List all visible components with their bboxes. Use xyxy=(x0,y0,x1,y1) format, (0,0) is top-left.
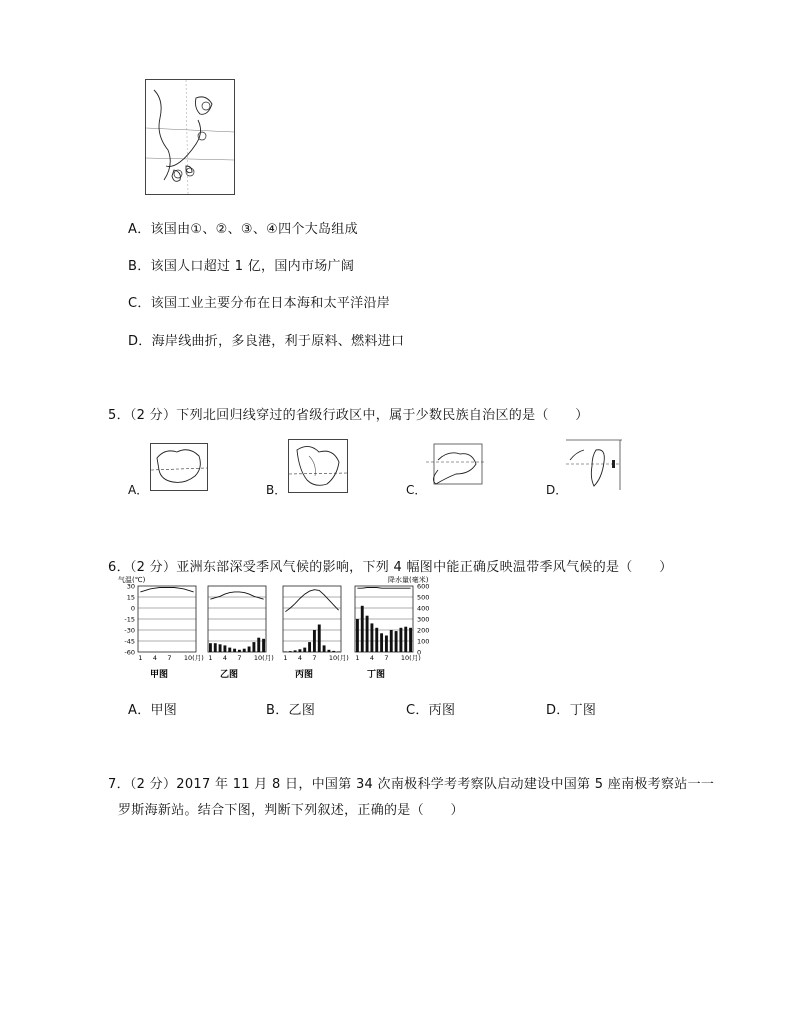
q6-question: 6．（2 分）亚洲东部深受季风气候的影响，下列 4 幅图中能正确反映温带季风气候的是（ ） xyxy=(108,560,673,575)
q5-map-d-drawing xyxy=(566,438,622,492)
q5-map-c-drawing xyxy=(426,440,484,490)
temp-line xyxy=(210,592,263,599)
temp-line xyxy=(285,590,338,612)
chart-name: 甲图 xyxy=(149,670,169,680)
precip-bar xyxy=(223,645,226,652)
month-tick: 4 xyxy=(152,654,157,662)
month-tick: 10(月) xyxy=(400,654,421,662)
precip-tick: 100 xyxy=(417,637,430,646)
month-tick: 1 xyxy=(355,654,360,662)
month-tick: 7 xyxy=(312,654,317,662)
temp-tick: -30 xyxy=(124,626,135,635)
q5-label-d[interactable]: D． xyxy=(546,483,568,497)
temp-line xyxy=(140,588,193,592)
precip-bar xyxy=(361,606,364,652)
precip-tick: 0 xyxy=(417,648,422,657)
precip-bar xyxy=(395,631,398,652)
temp-tick: 15 xyxy=(126,593,135,602)
precip-bar xyxy=(257,638,260,652)
q5-map-b-drawing xyxy=(289,440,347,492)
precip-bar xyxy=(298,649,301,652)
temp-tick: -45 xyxy=(124,637,135,646)
precip-bar xyxy=(323,645,326,652)
precip-bar xyxy=(294,650,297,652)
precip-bar xyxy=(404,627,407,652)
precip-bar xyxy=(390,630,393,652)
q7-question-line1: 7．（2 分）2017 年 11 月 8 日，中国第 34 次南极科学考考察队启动建设中国第 5 座南极考察站一一 xyxy=(108,777,715,792)
q7-question-line2: 罗斯海新站。结合下图，判断下列叙述，正确的是（ ） xyxy=(118,803,464,818)
precip-tick: 600 xyxy=(417,582,430,591)
month-tick: 4 xyxy=(222,654,227,662)
japan-map xyxy=(145,79,235,195)
q5-label-a[interactable]: A． xyxy=(128,483,149,497)
climate-charts-svg xyxy=(118,576,448,680)
q4-option-b[interactable]: B．该国人口超过 1 亿，国内市场广阔 xyxy=(128,259,355,274)
temp-line xyxy=(357,588,410,589)
temp-tick: -60 xyxy=(124,648,135,657)
month-tick: 4 xyxy=(369,654,374,662)
precip-bar xyxy=(303,648,306,652)
q6-option-b[interactable]: B．乙图 xyxy=(266,703,316,718)
precip-bar xyxy=(238,650,241,652)
precip-bar xyxy=(284,651,287,652)
precip-bar xyxy=(318,625,321,653)
q6-option-d[interactable]: D．丁图 xyxy=(546,703,597,718)
month-tick: 10(月) xyxy=(253,654,274,662)
month-tick: 7 xyxy=(167,654,172,662)
month-tick: 1 xyxy=(208,654,213,662)
q5-label-c[interactable]: C． xyxy=(406,483,427,497)
q4-option-a[interactable]: A．该国由①、②、③、④四个大岛组成 xyxy=(128,222,358,237)
precip-bar xyxy=(370,623,373,652)
precip-bar xyxy=(356,619,359,652)
month-tick: 4 xyxy=(297,654,302,662)
chart-name: 丁图 xyxy=(366,670,386,680)
chart-name: 乙图 xyxy=(219,670,239,680)
month-tick: 1 xyxy=(138,654,143,662)
q5-map-b[interactable] xyxy=(288,439,348,493)
temp-tick: -15 xyxy=(124,615,135,624)
japan-map-drawing xyxy=(146,80,234,194)
precip-tick: 400 xyxy=(417,604,430,613)
month-tick: 10(月) xyxy=(328,654,349,662)
precip-bar xyxy=(209,643,212,652)
month-tick: 10(月) xyxy=(183,654,204,662)
q5-map-a-drawing xyxy=(151,444,207,490)
precip-bar xyxy=(289,651,292,652)
precip-bar xyxy=(332,651,335,652)
precip-axis-label: 降水量(毫米) xyxy=(388,576,429,584)
month-tick: 1 xyxy=(283,654,288,662)
precip-bar xyxy=(385,636,388,653)
q5-label-b[interactable]: B． xyxy=(266,483,287,497)
month-tick: 7 xyxy=(237,654,242,662)
temp-tick: 0 xyxy=(130,604,135,613)
precip-bar xyxy=(327,650,330,652)
q4-option-c[interactable]: C．该国工业主要分布在日本海和太平洋沿岸 xyxy=(128,296,391,311)
precip-tick: 200 xyxy=(417,626,430,635)
precip-bar xyxy=(380,633,383,652)
q6-option-a[interactable]: A．甲图 xyxy=(128,703,178,718)
precip-bar xyxy=(248,647,251,653)
month-tick: 7 xyxy=(384,654,389,662)
precip-bar xyxy=(219,644,222,652)
precip-tick: 500 xyxy=(417,593,430,602)
precip-bar xyxy=(214,643,217,652)
precip-bar xyxy=(308,642,311,652)
precip-bar xyxy=(233,649,236,652)
precip-bar xyxy=(313,630,316,652)
precip-bar xyxy=(243,649,246,652)
precip-bar xyxy=(337,651,340,652)
q6-option-c[interactable]: C．丙图 xyxy=(406,703,456,718)
precip-bar xyxy=(252,642,255,652)
precip-bar xyxy=(399,628,402,652)
precip-bar xyxy=(375,628,378,652)
q5-question: 5．（2 分）下列北回归线穿过的省级行政区中，属于少数民族自治区的是（ ） xyxy=(108,408,589,423)
climate-charts xyxy=(118,576,448,680)
temp-tick: 30 xyxy=(126,582,135,591)
precip-bar xyxy=(366,616,369,652)
q4-option-d[interactable]: D．海岸线曲折，多良港，利于原料、燃料进口 xyxy=(128,334,405,349)
precip-bar xyxy=(228,648,231,652)
q5-map-c[interactable] xyxy=(426,440,484,490)
q5-map-d[interactable] xyxy=(566,438,622,492)
precip-bar xyxy=(262,639,265,652)
temp-axis-label: 气温(℃) xyxy=(118,576,146,584)
chart-name: 丙图 xyxy=(294,670,314,680)
precip-bar xyxy=(409,628,412,652)
q5-map-a[interactable] xyxy=(150,443,208,491)
precip-tick: 300 xyxy=(417,615,430,624)
